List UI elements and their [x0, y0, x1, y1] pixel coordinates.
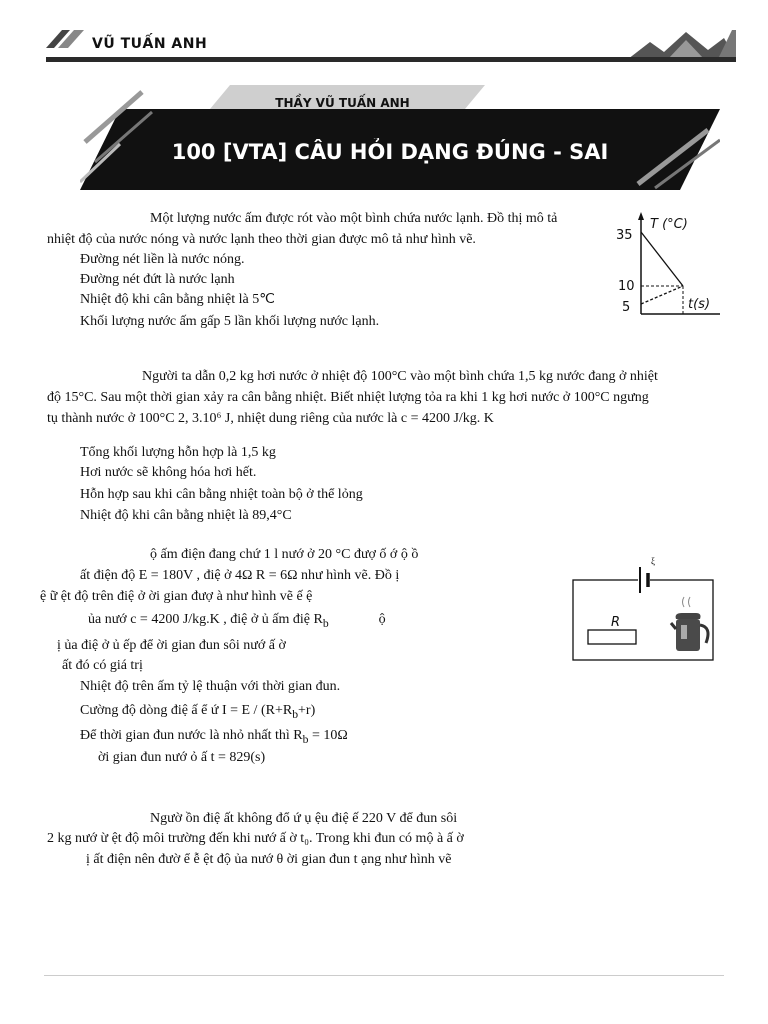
q1-graph-tick-5: 5 — [622, 300, 631, 315]
header-logo-left — [44, 26, 94, 54]
header-mountains — [628, 28, 736, 60]
q3-stem-line1: ộ ấm điện đang chứ 1 l nướ ở 20 °C đượ ố ớ ộ ồ — [150, 547, 419, 562]
q1-stem-line2: nhiệt độ của nước nóng và nước lạnh theo thời gian được mô tả như hình vẽ. — [47, 232, 476, 247]
q3-option-c: Để thời gian đun nước là nhỏ nhất thì $R_b = 10\Omega$ — [80, 728, 348, 746]
q3-circuit-diagram — [568, 555, 728, 665]
q1-option-a: Đường nét liền là nước nóng. — [80, 252, 245, 267]
q2-option-c: Hỗn hợp sau khi cân bằng nhiệt toàn bộ ở thể lỏng — [80, 487, 363, 502]
q2-stem-line2: độ 15°C. Sau một thời gian xảy ra cân bằng nhiệt. Biết nhiệt lượng tỏa ra khi 1 kg hơi nước ở 100°C ngưng — [47, 390, 649, 405]
q1-graph-x-label: t(s) — [688, 297, 711, 312]
q2-option-b: Hơi nước sẽ không hóa hơi hết. — [80, 465, 257, 480]
q1-option-d: Khối lượng nước ấm gấp 5 lần khối lượng nước lạnh. — [80, 314, 380, 329]
q1-graph-y-label: T (°C) — [650, 217, 688, 232]
q1-option-c: Nhiệt độ khi cân bằng nhiệt là 5℃ — [80, 292, 275, 307]
q3-option-b: Cường độ dòng điệ ấ ể ứ $I = E / (R+R_b+r)$ — [80, 703, 316, 721]
q1-option-b: Đường nét đứt là nước lạnh — [80, 272, 235, 287]
q2-stem-line1: Người ta dẫn 0,2 kg hơi nước ở nhiệt độ 100°C vào một bình chứa 1,5 kg nước đang ở nhiệt — [142, 369, 658, 384]
banner-title: 100 [VTA] CÂU HỎI DẠNG ĐÚNG - SAI — [171, 140, 609, 164]
q1-graph-tick-35: 35 — [616, 228, 633, 243]
banner-subtitle: THẦY VŨ TUẤN ANH — [275, 96, 410, 110]
q3-stem-line2: ất điện độ E = 180V , điệ ở 4Ω R = 6Ω như hình vẽ. Đồ ị — [80, 568, 400, 583]
q4-stem-line2: 2 kg nướ ừ ệt độ môi trường đến khi nướ ấ ờ t₀. Trong khi đun có mộ à ấ ờ — [47, 831, 464, 846]
q3-stem-line5: ị ủa điệ ở ủ ếp để ời gian đun sôi nướ ấ ờ — [57, 638, 286, 653]
header-author: VŨ TUẤN ANH — [92, 36, 208, 52]
q1-graph-tick-10: 10 — [618, 279, 635, 294]
q4-stem-line1: Ngườ ồn điệ ất không đổ ứ ụ ệu điệ ế 220 V để đun sôi — [150, 811, 458, 826]
q4-stem-line3: ị ất điện nên đườ ể ễ ệt độ ủa nướ θ ời gian đun t ạng như hình vẽ — [86, 852, 452, 867]
q3-stem-line6: ất đó có giá trị — [62, 658, 143, 673]
q3-stem-line3: ệ ữ ệt độ trên điệ ở ời gian đượ à như hình vẽ ế ệ — [40, 589, 313, 604]
q2-stem-line3: tụ thành nước ở 100°C 2, 3.10⁶ J, nhiệt dung riêng của nước là c = 4200 J/kg. K — [47, 411, 494, 426]
q2-option-a: Tổng khối lượng hỗn hợp là 1,5 kg — [80, 445, 276, 460]
q2-option-d: Nhiệt độ khi cân bằng nhiệt là 89,4°C — [80, 508, 292, 523]
q3-stem-line4: ủa nướ c = 4200 J/kg.K , điệ ở ủ ấm điệ $R_b$ ộ — [88, 612, 386, 630]
q3-circuit-source-label: ξ — [651, 556, 656, 566]
q3-option-a: Nhiệt độ trên ấm tỷ lệ thuận với thời gian đun. — [80, 679, 341, 694]
q1-stem-line1: Một lượng nước ấm được rót vào một bình chứa nước lạnh. Đồ thị mô tả — [150, 211, 558, 226]
footer-divider — [44, 975, 724, 976]
q3-option-d: ời gian đun nướ ỏ ấ t = 829(s) — [98, 750, 266, 765]
q3-circuit-resistor-label: R — [611, 615, 621, 630]
header-divider — [46, 57, 736, 62]
